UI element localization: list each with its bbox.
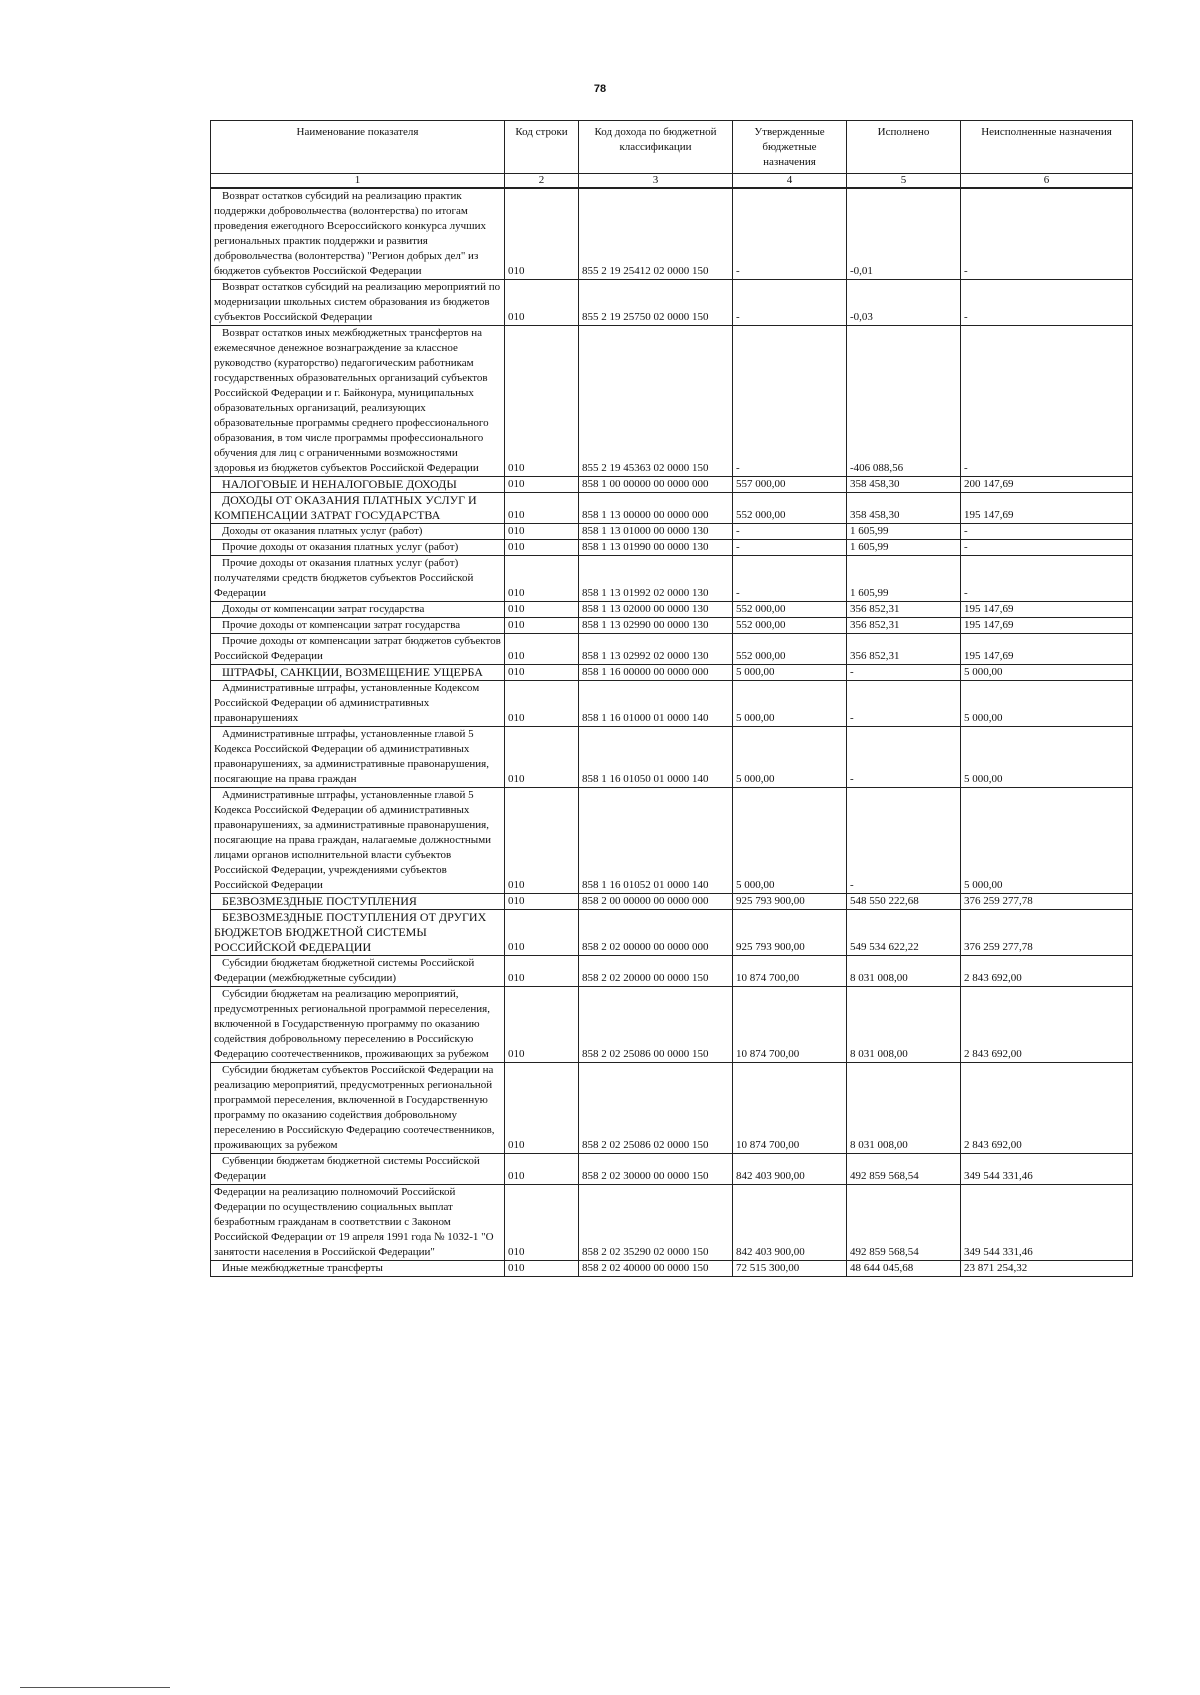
row-income-code: 858 2 02 20000 00 0000 150 xyxy=(579,956,733,987)
row-line-code: 010 xyxy=(505,987,579,1063)
row-line-code: 010 xyxy=(505,634,579,665)
table-row xyxy=(211,788,1133,894)
row-name: Возврат остатков субсидий на реализацию мероприятий по модернизации школьных систем образования из бюджетов субъектов Российской Федерации xyxy=(211,280,505,326)
row-unexecuted: 5 000,00 xyxy=(961,788,1133,894)
row-income-code: 858 2 02 30000 00 0000 150 xyxy=(579,1154,733,1185)
column-number: 1 xyxy=(211,174,505,189)
table-row xyxy=(211,540,1133,556)
row-approved: - xyxy=(733,556,847,602)
row-unexecuted: 376 259 277,78 xyxy=(961,894,1133,910)
row-name: НАЛОГОВЫЕ И НЕНАЛОГОВЫЕ ДОХОДЫ xyxy=(211,477,505,493)
row-income-code: 855 2 19 25750 02 0000 150 xyxy=(579,280,733,326)
table-row xyxy=(211,665,1133,681)
table-row xyxy=(211,1185,1133,1261)
row-unexecuted: 200 147,69 xyxy=(961,477,1133,493)
header-income-code: Код дохода по бюджетной классификации xyxy=(579,121,733,174)
header-name: Наименование показателя xyxy=(211,121,505,174)
row-executed: - xyxy=(847,665,961,681)
row-name: Доходы от оказания платных услуг (работ) xyxy=(211,524,505,540)
row-income-code: 858 1 13 01000 00 0000 130 xyxy=(579,524,733,540)
table-row xyxy=(211,1154,1133,1185)
row-unexecuted: 2 843 692,00 xyxy=(961,956,1133,987)
row-approved: 925 793 900,00 xyxy=(733,910,847,956)
row-unexecuted: 23 871 254,32 xyxy=(961,1261,1133,1277)
row-income-code: 858 1 16 00000 00 0000 000 xyxy=(579,665,733,681)
row-name: Иные межбюджетные трансферты xyxy=(211,1261,505,1277)
row-executed: 548 550 222,68 xyxy=(847,894,961,910)
column-number: 2 xyxy=(505,174,579,189)
table-row xyxy=(211,602,1133,618)
row-income-code: 858 1 16 01052 01 0000 140 xyxy=(579,788,733,894)
row-approved: 5 000,00 xyxy=(733,681,847,727)
row-approved: 842 403 900,00 xyxy=(733,1185,847,1261)
row-approved: 72 515 300,00 xyxy=(733,1261,847,1277)
income-table xyxy=(210,120,1133,1277)
row-income-code: 858 2 02 25086 02 0000 150 xyxy=(579,1063,733,1154)
header-row xyxy=(211,121,1133,174)
row-name: Федерации на реализацию полномочий Российской Федерации по осуществлению социальных выплат безработным гражданам в соответствии с Законом Российской Федерации от 19 апреля 1991 года № 1032-1 "О занятости населения в Российской Федерации" xyxy=(211,1185,505,1261)
row-income-code: 858 1 13 02992 02 0000 130 xyxy=(579,634,733,665)
row-approved: 10 874 700,00 xyxy=(733,987,847,1063)
row-line-code: 010 xyxy=(505,1154,579,1185)
row-approved: 5 000,00 xyxy=(733,788,847,894)
row-income-code: 858 2 02 35290 02 0000 150 xyxy=(579,1185,733,1261)
row-unexecuted: - xyxy=(961,540,1133,556)
row-line-code: 010 xyxy=(505,326,579,477)
row-approved: 10 874 700,00 xyxy=(733,956,847,987)
row-approved: 552 000,00 xyxy=(733,618,847,634)
row-approved: - xyxy=(733,326,847,477)
row-name: Доходы от компенсации затрат государства xyxy=(211,602,505,618)
row-unexecuted: 195 147,69 xyxy=(961,634,1133,665)
row-approved: 557 000,00 xyxy=(733,477,847,493)
row-unexecuted: - xyxy=(961,326,1133,477)
row-line-code: 010 xyxy=(505,540,579,556)
row-executed: 549 534 622,22 xyxy=(847,910,961,956)
row-line-code: 010 xyxy=(505,788,579,894)
row-name: ДОХОДЫ ОТ ОКАЗАНИЯ ПЛАТНЫХ УСЛУГ И КОМПЕНСАЦИИ ЗАТРАТ ГОСУДАРСТВА xyxy=(211,493,505,524)
row-unexecuted: 349 544 331,46 xyxy=(961,1185,1133,1261)
table-row xyxy=(211,894,1133,910)
row-income-code: 858 2 00 00000 00 0000 000 xyxy=(579,894,733,910)
row-line-code: 010 xyxy=(505,524,579,540)
row-executed: 356 852,31 xyxy=(847,618,961,634)
header-approved: Утвержденные бюджетные назначения xyxy=(733,121,847,174)
row-name: Субсидии бюджетам субъектов Российской Федерации на реализацию мероприятий, предусмотренных региональной программой переселения, включенной в Государственную программу по оказанию содействия добровольному переселению в Российскую Федерацию соотечественников, проживающих за рубежом xyxy=(211,1063,505,1154)
row-executed: 358 458,30 xyxy=(847,477,961,493)
column-number: 3 xyxy=(579,174,733,189)
row-approved: 842 403 900,00 xyxy=(733,1154,847,1185)
row-income-code: 858 1 13 01992 02 0000 130 xyxy=(579,556,733,602)
row-executed: 8 031 008,00 xyxy=(847,1063,961,1154)
row-unexecuted: 5 000,00 xyxy=(961,727,1133,788)
row-line-code: 010 xyxy=(505,894,579,910)
row-executed: -406 088,56 xyxy=(847,326,961,477)
row-executed: 492 859 568,54 xyxy=(847,1185,961,1261)
row-approved: 10 874 700,00 xyxy=(733,1063,847,1154)
row-approved: 925 793 900,00 xyxy=(733,894,847,910)
table-row xyxy=(211,634,1133,665)
row-unexecuted: 2 843 692,00 xyxy=(961,987,1133,1063)
row-unexecuted: 2 843 692,00 xyxy=(961,1063,1133,1154)
row-line-code: 010 xyxy=(505,477,579,493)
row-executed: -0,03 xyxy=(847,280,961,326)
table-body xyxy=(211,188,1133,1277)
table-row xyxy=(211,477,1133,493)
row-executed: 356 852,31 xyxy=(847,634,961,665)
row-name: Прочие доходы от оказания платных услуг (работ) получателями средств бюджетов субъектов Российской Федерации xyxy=(211,556,505,602)
row-name: Административные штрафы, установленные главой 5 Кодекса Российской Федерации об административных правонарушениях, за административные правонарушения, посягающие на права граждан, налагаемые должностными лицами органов исполнительной власти субъектов Российской Федерации, учреждениями субъектов Российской Федерации xyxy=(211,788,505,894)
row-income-code: 855 2 19 25412 02 0000 150 xyxy=(579,188,733,280)
row-approved: 552 000,00 xyxy=(733,493,847,524)
table-row xyxy=(211,556,1133,602)
row-line-code: 010 xyxy=(505,1063,579,1154)
row-unexecuted: - xyxy=(961,188,1133,280)
row-name: ШТРАФЫ, САНКЦИИ, ВОЗМЕЩЕНИЕ УЩЕРБА xyxy=(211,665,505,681)
row-income-code: 858 1 00 00000 00 0000 000 xyxy=(579,477,733,493)
row-line-code: 010 xyxy=(505,493,579,524)
row-name: Субсидии бюджетам на реализацию мероприятий, предусмотренных региональной программой переселения, включенной в Государственную программу по оказанию содействия добровольному переселению в Российскую Федерацию соотечественников, проживающих за рубежом xyxy=(211,987,505,1063)
row-name: Возврат остатков иных межбюджетных трансфертов на ежемесячное денежное вознаграждение за классное руководство (кураторство) педагогическим работникам государственных образовательных организаций субъектов Российской Федерации и г. Байконура, муниципальных образовательных организаций, реализующих образовательные программы среднего профессионального образования, в том числе программы профессионального обучения для лиц с ограниченными возможностями здоровья из бюджетов субъектов Российской Федерации xyxy=(211,326,505,477)
row-unexecuted: - xyxy=(961,556,1133,602)
table-row xyxy=(211,524,1133,540)
row-approved: 552 000,00 xyxy=(733,602,847,618)
row-line-code: 010 xyxy=(505,618,579,634)
row-approved: - xyxy=(733,540,847,556)
table-row xyxy=(211,910,1133,956)
row-line-code: 010 xyxy=(505,188,579,280)
row-executed: - xyxy=(847,788,961,894)
row-executed: -0,01 xyxy=(847,188,961,280)
page-number: 78 xyxy=(593,83,607,95)
row-income-code: 858 2 02 25086 00 0000 150 xyxy=(579,987,733,1063)
row-name: Субсидии бюджетам бюджетной системы Российской Федерации (межбюджетные субсидии) xyxy=(211,956,505,987)
row-income-code: 858 2 02 00000 00 0000 000 xyxy=(579,910,733,956)
row-name: Прочие доходы от оказания платных услуг (работ) xyxy=(211,540,505,556)
table-row xyxy=(211,618,1133,634)
row-unexecuted: - xyxy=(961,524,1133,540)
table-row xyxy=(211,280,1133,326)
row-executed: 8 031 008,00 xyxy=(847,987,961,1063)
row-executed: 48 644 045,68 xyxy=(847,1261,961,1277)
table-row xyxy=(211,1063,1133,1154)
table-row xyxy=(211,956,1133,987)
row-executed: 1 605,99 xyxy=(847,524,961,540)
row-income-code: 858 1 13 00000 00 0000 000 xyxy=(579,493,733,524)
table-row xyxy=(211,493,1133,524)
header-line-code: Код строки xyxy=(505,121,579,174)
row-unexecuted: 376 259 277,78 xyxy=(961,910,1133,956)
column-number: 4 xyxy=(733,174,847,189)
row-income-code: 858 1 13 02990 00 0000 130 xyxy=(579,618,733,634)
row-line-code: 010 xyxy=(505,681,579,727)
column-number: 5 xyxy=(847,174,961,189)
row-executed: 1 605,99 xyxy=(847,556,961,602)
row-line-code: 010 xyxy=(505,556,579,602)
row-line-code: 010 xyxy=(505,956,579,987)
header-unexecuted: Неисполненные назначения xyxy=(961,121,1133,174)
row-unexecuted: 5 000,00 xyxy=(961,665,1133,681)
row-executed: 1 605,99 xyxy=(847,540,961,556)
row-approved: - xyxy=(733,524,847,540)
row-unexecuted: 195 147,69 xyxy=(961,602,1133,618)
row-income-code: 858 2 02 40000 00 0000 150 xyxy=(579,1261,733,1277)
row-name: Возврат остатков субсидий на реализацию практик поддержки добровольчества (волонтерства) по итогам проведения ежегодного Всероссийского конкурса лучших региональных практик поддержки и развития добровольчества (волонтерства) "Регион добрых дел" из бюджетов субъектов Российской Федерации xyxy=(211,188,505,280)
row-approved: 5 000,00 xyxy=(733,665,847,681)
column-number: 6 xyxy=(961,174,1133,189)
table-row xyxy=(211,1261,1133,1277)
row-executed: 356 852,31 xyxy=(847,602,961,618)
row-line-code: 010 xyxy=(505,280,579,326)
row-executed: 492 859 568,54 xyxy=(847,1154,961,1185)
row-approved: 5 000,00 xyxy=(733,727,847,788)
row-line-code: 010 xyxy=(505,602,579,618)
row-income-code: 858 1 13 02000 00 0000 130 xyxy=(579,602,733,618)
row-line-code: 010 xyxy=(505,727,579,788)
row-executed: 8 031 008,00 xyxy=(847,956,961,987)
row-income-code: 858 1 16 01000 01 0000 140 xyxy=(579,681,733,727)
row-executed: - xyxy=(847,727,961,788)
table-row xyxy=(211,188,1133,280)
row-name: Прочие доходы от компенсации затрат государства xyxy=(211,618,505,634)
row-income-code: 858 1 13 01990 00 0000 130 xyxy=(579,540,733,556)
row-line-code: 010 xyxy=(505,1261,579,1277)
row-name: Прочие доходы от компенсации затрат бюджетов субъектов Российской Федерации xyxy=(211,634,505,665)
row-unexecuted: 5 000,00 xyxy=(961,681,1133,727)
row-approved: 552 000,00 xyxy=(733,634,847,665)
row-name: Административные штрафы, установленные Кодексом Российской Федерации об административных правонарушениях xyxy=(211,681,505,727)
row-executed: - xyxy=(847,681,961,727)
footer-rule xyxy=(20,1687,170,1688)
row-line-code: 010 xyxy=(505,1185,579,1261)
table-row xyxy=(211,987,1133,1063)
row-approved: - xyxy=(733,188,847,280)
row-income-code: 858 1 16 01050 01 0000 140 xyxy=(579,727,733,788)
table-row xyxy=(211,326,1133,477)
row-unexecuted: 195 147,69 xyxy=(961,493,1133,524)
row-executed: 358 458,30 xyxy=(847,493,961,524)
row-unexecuted: 349 544 331,46 xyxy=(961,1154,1133,1185)
row-line-code: 010 xyxy=(505,910,579,956)
row-unexecuted: 195 147,69 xyxy=(961,618,1133,634)
column-number-row xyxy=(211,174,1133,189)
row-name: Субвенции бюджетам бюджетной системы Российской Федерации xyxy=(211,1154,505,1185)
table-row xyxy=(211,681,1133,727)
row-income-code: 855 2 19 45363 02 0000 150 xyxy=(579,326,733,477)
row-unexecuted: - xyxy=(961,280,1133,326)
row-approved: - xyxy=(733,280,847,326)
row-name: БЕЗВОЗМЕЗДНЫЕ ПОСТУПЛЕНИЯ xyxy=(211,894,505,910)
row-name: Административные штрафы, установленные главой 5 Кодекса Российской Федерации об административных правонарушениях, за административные правонарушения, посягающие на права граждан xyxy=(211,727,505,788)
header-executed: Исполнено xyxy=(847,121,961,174)
table-row xyxy=(211,727,1133,788)
row-line-code: 010 xyxy=(505,665,579,681)
row-name: БЕЗВОЗМЕЗДНЫЕ ПОСТУПЛЕНИЯ ОТ ДРУГИХ БЮДЖЕТОВ БЮДЖЕТНОЙ СИСТЕМЫ РОССИЙСКОЙ ФЕДЕРАЦИИ xyxy=(211,910,505,956)
